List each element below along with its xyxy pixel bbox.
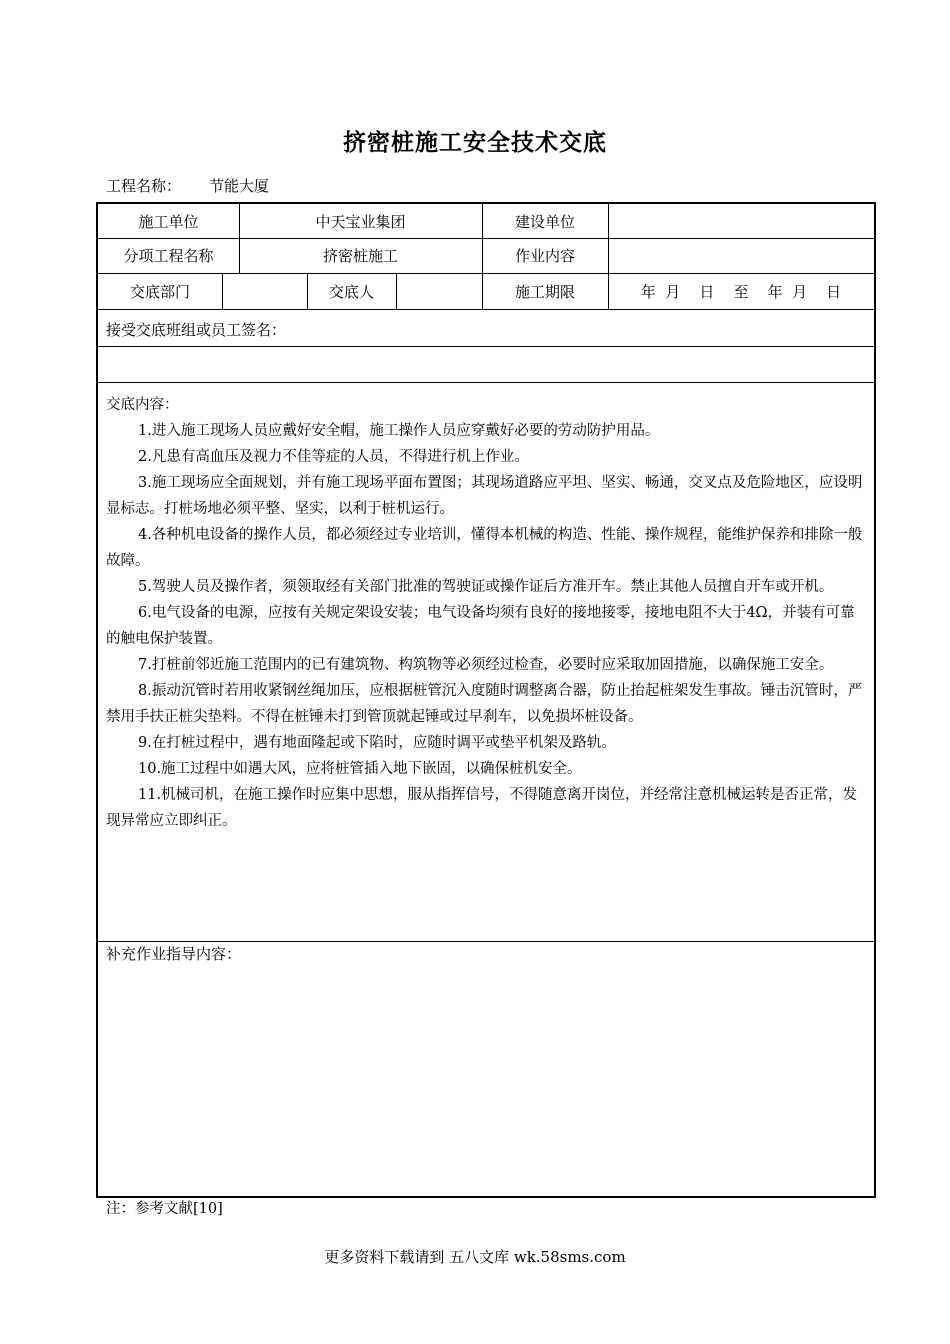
sub-project-value: 挤密桩施工: [322, 247, 398, 265]
work-content-label: 作业内容: [514, 247, 575, 265]
content-item: 11.机械司机，在施工操作时应集中思想，服从指挥信号，不得随意离开岗位，并经常注意机械运转是否正常，发现异常应立即纠正。: [106, 787, 858, 829]
construction-unit-label: 施工单位: [138, 212, 199, 231]
reference-note: 注：参考文献[10]: [106, 1201, 223, 1217]
content-item: 8.振动沉管时若用收紧钢丝绳加压，应根据桩管沉入度随时调整离合器，防止抬起桩架发生事故。锤击沉管时，严禁用手扶正桩尖垫料。不得在桩锤未打到管顶就起锤或过早刹车，以免损坏桩设备。: [106, 683, 863, 725]
document-title: 挤密桩施工安全技术交底: [343, 129, 607, 156]
footer-text: 更多资料下载请到 五八文库 wk.58sms.com: [324, 1248, 626, 1266]
signature-label: 接受交底班组或员工签名：: [106, 321, 287, 339]
construction-unit-value: 中天宝业集团: [315, 212, 406, 231]
discloser-value: [396, 273, 482, 309]
content-item: 6.电气设备的电源，应按有关规定架设安装；电气设备均须有良好的接地接零，接地电阻不大于4Ω，并装有可靠的触电保护装置。: [106, 605, 855, 647]
content-item: 2.凡患有高血压及视力不佳等症的人员，不得进行机上作业。: [138, 449, 529, 465]
discloser-label: 交底人: [328, 282, 374, 301]
content-label: 交底内容：: [106, 397, 179, 413]
work-content-value: [608, 238, 874, 273]
client-unit-value: [608, 204, 874, 238]
disclosure-content: [106, 392, 866, 834]
client-unit-label: 建设单位: [514, 212, 575, 231]
row-divider: [98, 941, 874, 942]
content-item: 1.进入施工现场人员应戴好安全帽，施工操作人员应穿戴好必要的劳动防护用品。: [138, 423, 660, 439]
construction-period-label: 施工期限: [514, 282, 575, 301]
content-item: 5.驾驶人员及操作者，须领取经有关部门批准的驾驶证或操作证后方准开车。禁止其他人员擅自开车或开机。: [138, 579, 834, 595]
supplement-label: 补充作业指导内容：: [106, 945, 242, 963]
department-value: [222, 273, 307, 309]
department-label: 交底部门: [129, 282, 190, 301]
content-item: 7.打桩前邻近施工范围内的已有建筑物、构筑物等必须经过检查，必要时应采取加固措施，以确保施工安全。: [138, 657, 834, 673]
project-name-line: [106, 175, 269, 196]
content-item: 9.在打桩过程中，遇有地面隆起或下陷时，应随时调平或垫平机架及路轨。: [138, 735, 616, 751]
row-divider: [98, 382, 874, 383]
content-item: 3.施工现场应全面规划，并有施工现场平面布置图；其现场道路应平坦、坚实、畅通，交叉点及危险地区，应设明显标志。打桩场地必须平整、坚实，以利于桩机运行。: [106, 475, 863, 517]
project-name-label: 工程名称：: [106, 177, 182, 195]
construction-period-value: 年 月 日 至 年 月 日: [640, 282, 842, 301]
project-name-value: 节能大厦: [209, 177, 270, 195]
row-divider: [98, 346, 874, 347]
row-divider: [98, 309, 874, 310]
content-item: 10.施工过程中如遇大风，应将桩管插入地下嵌固，以确保桩机安全。: [138, 761, 582, 777]
content-item: 4.各种机电设备的操作人员，都必须经过专业培训，懂得本机械的构造、性能、操作规程，能维护保养和排除一般故障。: [106, 527, 863, 569]
sub-project-label: 分项工程名称: [123, 247, 214, 265]
disclosure-table: [96, 202, 876, 1198]
